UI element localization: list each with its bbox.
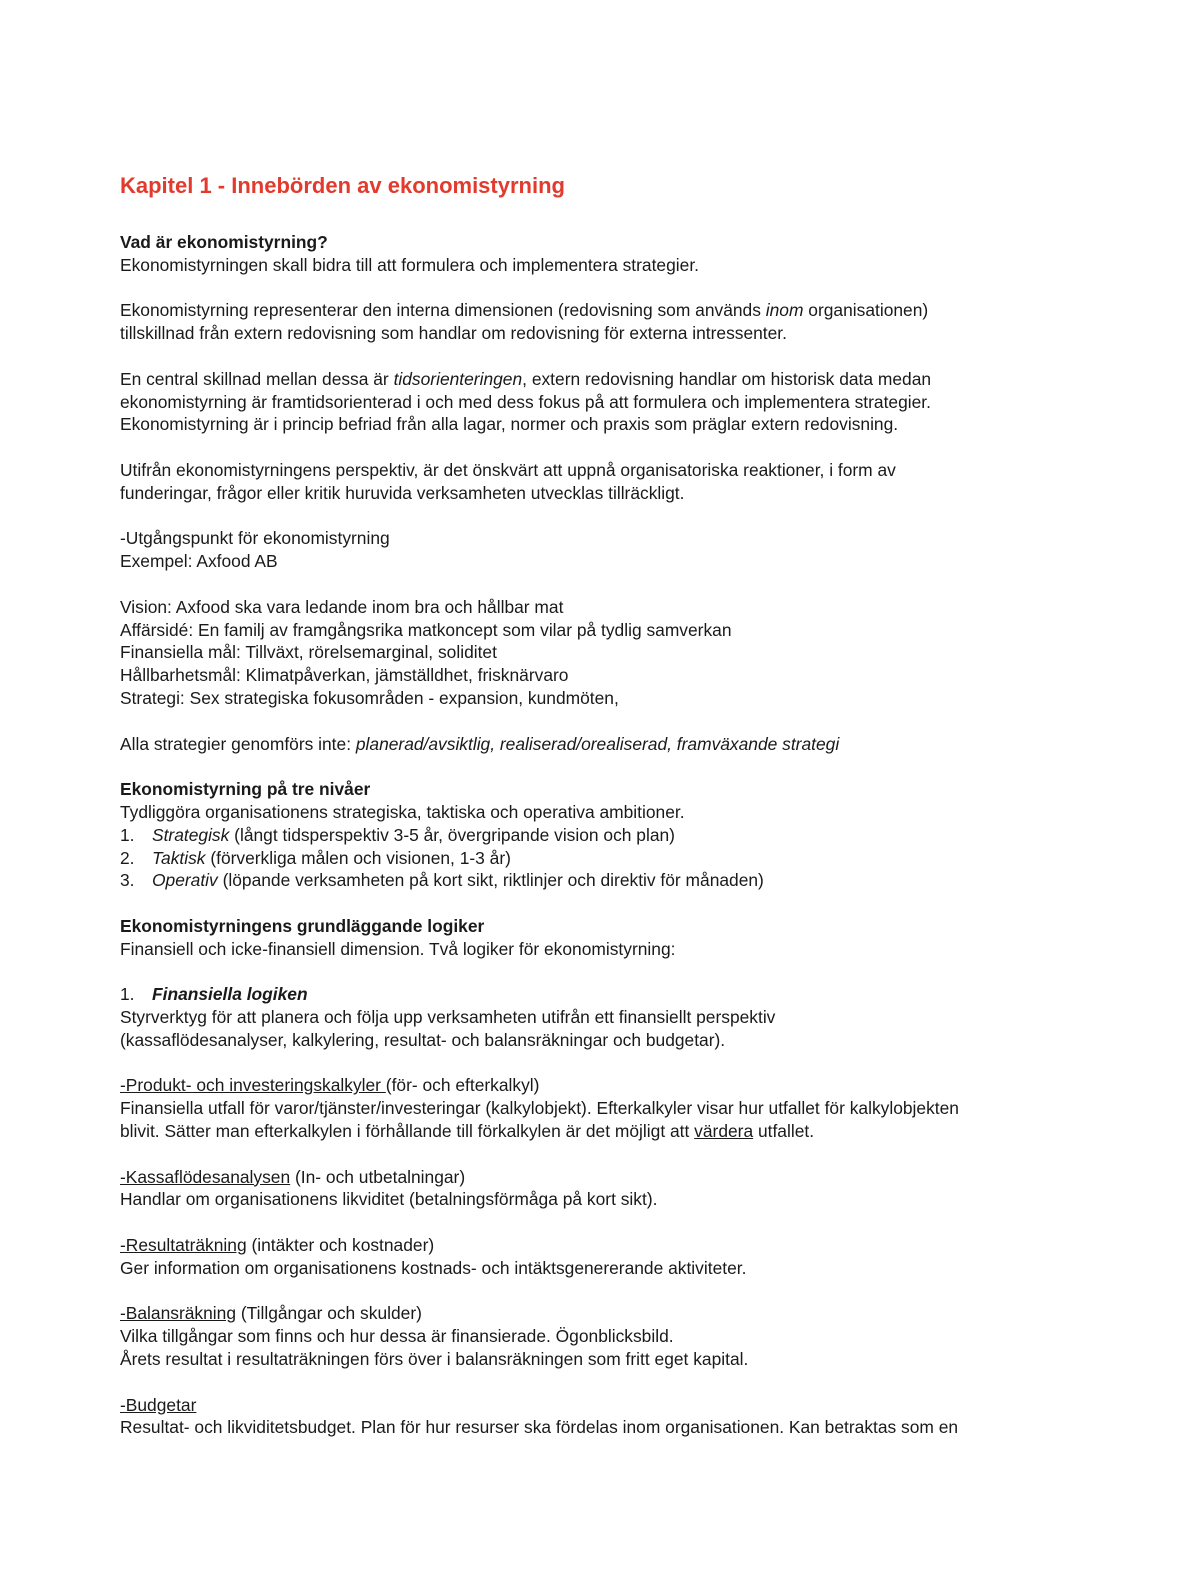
subheading-budgetar: -Budgetar [120,1394,197,1415]
paragraph-line: Årets resultat i resultaträkningen förs över i balansräkningen som fritt eget kapital. [120,1349,749,1370]
heading-finansiella-logiken: 1. Finansiella logiken [120,984,308,1005]
paragraph-line: Styrverktyg för att planera och följa upp verksamheten utifrån ett finansiellt perspektiv [120,1007,776,1028]
list-item: 2. Taktisk (förverkliga målen och visionen, 1-3 år) [120,847,511,868]
axfood-strategi: Strategi: Sex strategiska fokusområden - expansion, kundmöten, [120,687,619,708]
paragraph-line: Ger information om organisationens kostnads- och intäktsgenererande aktiviteter. [120,1257,747,1278]
list-item: 1. Strategisk (långt tidsperspektiv 3-5 år, övergripande vision och plan) [120,824,675,845]
chapter-title: Kapitel 1 - Innebörden av ekonomistyrning [120,173,565,198]
paragraph-line: Exempel: Axfood AB [120,551,278,572]
heading-grundlaggande-logiker: Ekonomistyrningens grundläggande logiker [120,915,485,936]
subheading-balansrakning: -Balansräkning (Tillgångar och skulder) [120,1303,422,1324]
subheading-kassaflodesanalysen: -Kassaflödesanalysen (In- och utbetalningar) [120,1166,466,1187]
list-item: 3. Operativ (löpande verksamheten på kort sikt, riktlinjer och direktiv för månaden) [120,870,764,891]
paragraph-line: funderingar, frågor eller kritik huruvida verksamheten utvecklas tillräckligt. [120,482,685,503]
paragraph-line: Finansiella utfall för varor/tjänster/investeringar (kalkylobjekt). Efterkalkyler visar hur utfallet för kalkylobjekten [120,1098,959,1119]
paragraph-line: tillskillnad från extern redovisning som handlar om redovisning för externa intressenter. [120,323,787,344]
paragraph-line: Alla strategier genomförs inte: planerad/avsiktlig, realiserad/orealiserad, framväxande strategi [120,733,840,754]
axfood-finansiella-mal: Finansiella mål: Tillväxt, rörelsemarginal, soliditet [120,642,497,663]
subheading-produktkalkyler: -Produkt- och investeringskalkyler (för- och efterkalkyl) [120,1075,540,1096]
axfood-vision: Vision: Axfood ska vara ledande inom bra och hållbar mat [120,596,564,617]
paragraph-line: En central skillnad mellan dessa är tidsorienteringen, extern redovisning handlar om historisk data medan [120,368,932,389]
paragraph-line: Finansiell och icke-finansiell dimension. Två logiker för ekonomistyrning: [120,938,676,959]
paragraph-line: -Utgångspunkt för ekonomistyrning [120,528,390,549]
paragraph-line: Ekonomistyrningen skall bidra till att formulera och implementera strategier. [120,254,699,275]
paragraph-line: Ekonomistyrning representerar den interna dimensionen (redovisning som används inom organisationen) [120,300,929,321]
paragraph-line: Handlar om organisationens likviditet (betalningsförmåga på kort sikt). [120,1189,658,1210]
paragraph-line: Vilka tillgångar som finns och hur dessa är finansierade. Ögonblicksbild. [120,1326,674,1347]
heading-tre-nivaer: Ekonomistyrning på tre nivåer [120,779,371,800]
heading-vad-ar-ekonomistyrning: Vad är ekonomistyrning? [120,232,328,252]
subheading-resultatrakning: -Resultaträkning (intäkter och kostnader) [120,1235,435,1256]
paragraph-line: (kassaflödesanalyser, kalkylering, resultat- och balansräkningar och budgetar). [120,1029,726,1050]
paragraph-line: Ekonomistyrning är i princip befriad från alla lagar, normer och praxis som präglar extern redovisning. [120,414,899,435]
paragraph-line: Tydliggöra organisationens strategiska, taktiska och operativa ambitioner. [120,801,685,822]
paragraph-line: Resultat- och likviditetsbudget. Plan för hur resurser ska fördelas inom organisationen. Kan betraktas som en [120,1417,959,1438]
paragraph-line: Utifrån ekonomistyrningens perspektiv, är det önskvärt att uppnå organisatoriska reaktioner, i form av [120,459,896,480]
axfood-affarside: Affärsidé: En familj av framgångsrika matkoncept som vilar på tydlig samverkan [120,619,732,640]
document-content [120,171,1070,1439]
axfood-hallbarhetsmal: Hållbarhetsmål: Klimatpåverkan, jämställdhet, frisknärvaro [120,665,569,686]
paragraph-line: ekonomistyrning är framtidsorienterad i och med dess fokus på att formulera och implementera strategier. [120,391,931,412]
paragraph-line: blivit. Sätter man efterkalkylen i förhållande till förkalkylen är det möjligt att värdera utfallet. [120,1121,815,1142]
